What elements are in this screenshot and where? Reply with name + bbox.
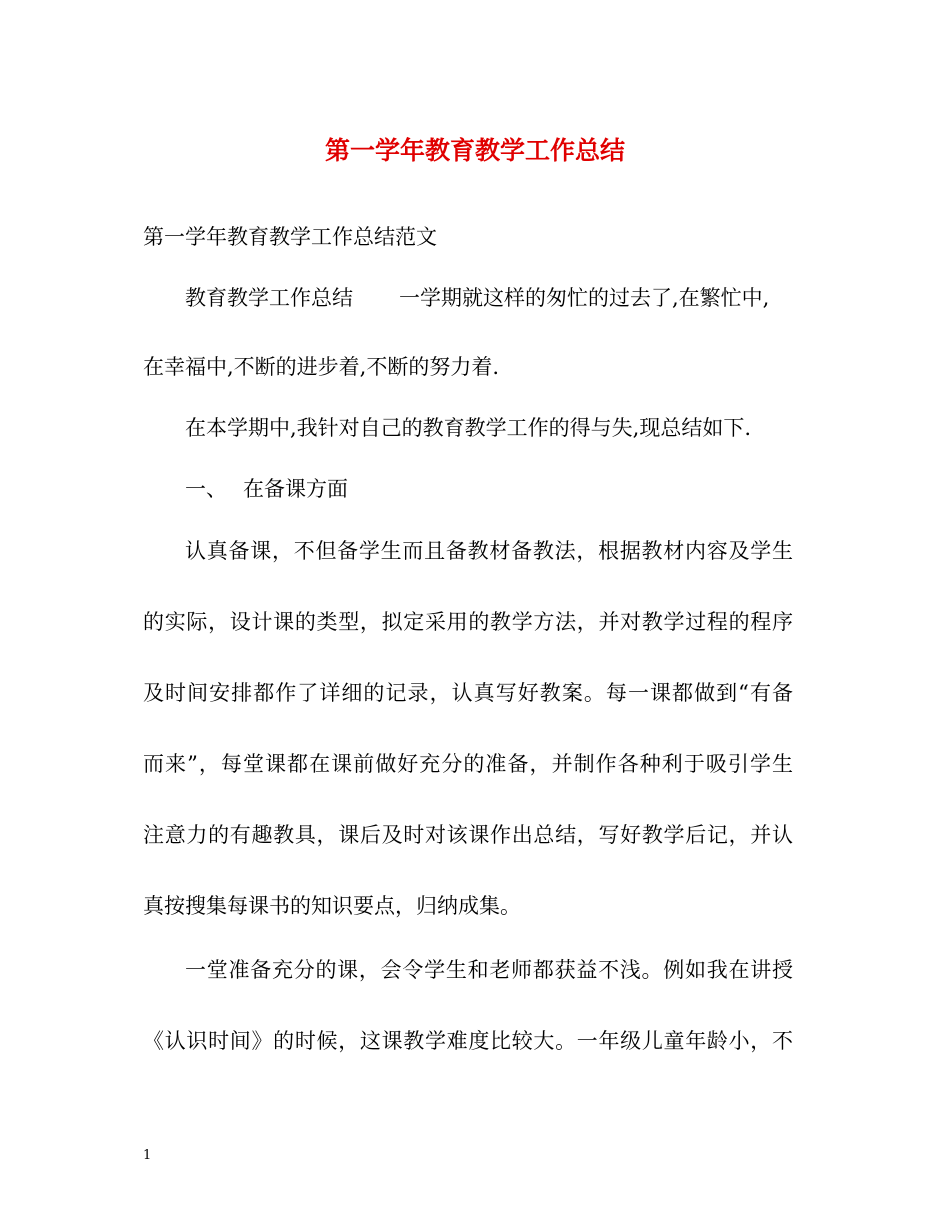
paragraph-line: 的实际，设计课的类型，拟定采用的教学方法，并对教学过程的程序 [143, 610, 793, 634]
paragraph-line: 而来”，每堂课都在课前做好充分的准备，并制作各种利于吸引学生 [143, 752, 793, 776]
paragraph-line: 注意力的有趣教具，课后及时对该课作出总结，写好教学后记，并认 [143, 823, 793, 847]
intro-label: 教育教学工作总结 [185, 286, 353, 310]
paragraph-intro-line-2: 在幸福中,不断的进步着,不断的努力着. [143, 355, 500, 379]
paragraph-line: 《认识时间》的时候，这课教学难度比较大。一年级儿童年龄小，不 [143, 1029, 793, 1053]
paragraph-line: 及时间安排都作了详细的记录，认真写好教案。每一课都做到“有备 [143, 681, 793, 705]
intro-text: 一学期就这样的匆忙的过去了,在繁忙中, [399, 286, 770, 310]
page-number: 1 [143, 1148, 152, 1163]
section-number: 一、 [185, 477, 227, 501]
paragraph-line: 认真备课，不但备学生而且备教材备教法，根据教材内容及学生 [185, 539, 793, 563]
paragraph-intro-line-1 [185, 283, 769, 313]
section-title: 在备课方面 [243, 477, 348, 501]
paragraph-summary: 在本学期中,我针对自己的教育教学工作的得与失,现总结如下. [185, 416, 752, 440]
paragraph-line: 真按搜集每课书的知识要点，归纳成集。 [143, 894, 521, 918]
paragraph-line: 一堂准备充分的课，会令学生和老师都获益不浅。例如我在讲授 [185, 958, 793, 982]
section-heading [185, 474, 348, 504]
document-title: 第一学年教育教学工作总结 [324, 136, 625, 165]
document-subtitle: 第一学年教育教学工作总结范文 [143, 225, 437, 249]
